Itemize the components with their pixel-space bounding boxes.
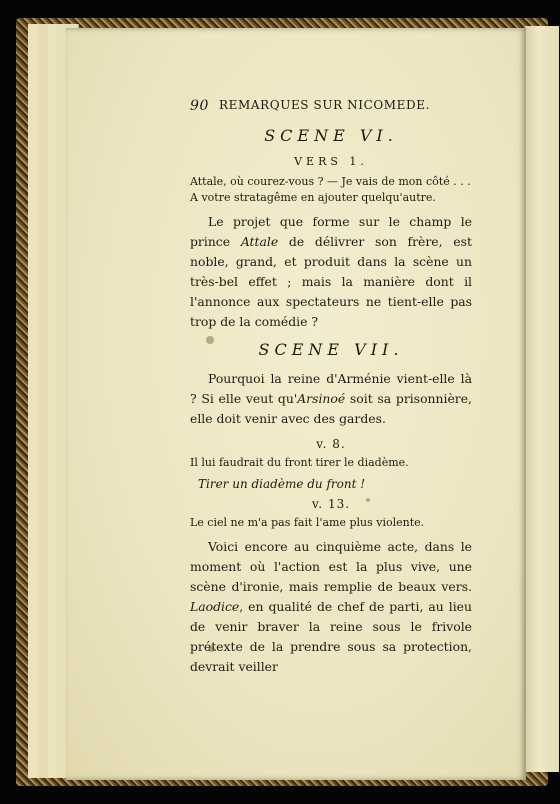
commentary-line: Tirer un diadème du front ! <box>198 477 366 491</box>
page-text <box>190 98 472 685</box>
character-name: Laodice <box>190 599 240 614</box>
quoted-verse: Attale, où courez-vous ? — Je vais de mon côté . . . <box>190 175 471 188</box>
quoted-verse: Le ciel ne m'a pas fait l'ame plus violente. <box>190 516 425 529</box>
verse-reference: v. 8. <box>316 437 346 451</box>
facing-page-edge <box>524 26 559 772</box>
commentary-paragraph: Le projet que forme sur le champ le prince Attale de délivrer son frère, est noble, grand, et produit dans la scène un très-bel effet ; mais la manière dont il l'annonce aux spectateurs ne tient-elle pas trop de la comédie ? <box>190 214 472 329</box>
commentary-paragraph: Pourquoi la reine d'Arménie vient-elle là ? Si elle veut qu'Arsinoé soit sa prisonnière, elle doit venir avec des gardes. <box>190 371 472 426</box>
commentary-paragraph: Voici encore au cinquième acte, dans le moment où l'action est la plus vive, une scène d'ironie, mais remplie de beaux vers. Laodice, en qualité de chef de parti, au lieu de venir braver la reine sous le frivole prétexte de la prendre sous sa protection, devrait veiller <box>190 539 472 674</box>
scene-heading: SCENE VII. <box>258 340 404 359</box>
scene-heading: SCENE VI. <box>264 126 398 145</box>
running-header <box>190 98 472 114</box>
quoted-verse: A votre stratagême en ajouter quelqu'autre. <box>190 191 436 204</box>
running-head: REMARQUES SUR NICOMEDE. <box>219 98 431 112</box>
quoted-verse: Il lui faudrait du front tirer le diadème. <box>190 456 409 469</box>
verse-reference: v. 13. <box>311 497 351 511</box>
character-name: Arsinoé <box>297 391 346 406</box>
page-number: 90 <box>190 98 210 114</box>
character-name: Attale <box>240 234 279 249</box>
verse-reference: VERS 1. <box>294 155 368 168</box>
